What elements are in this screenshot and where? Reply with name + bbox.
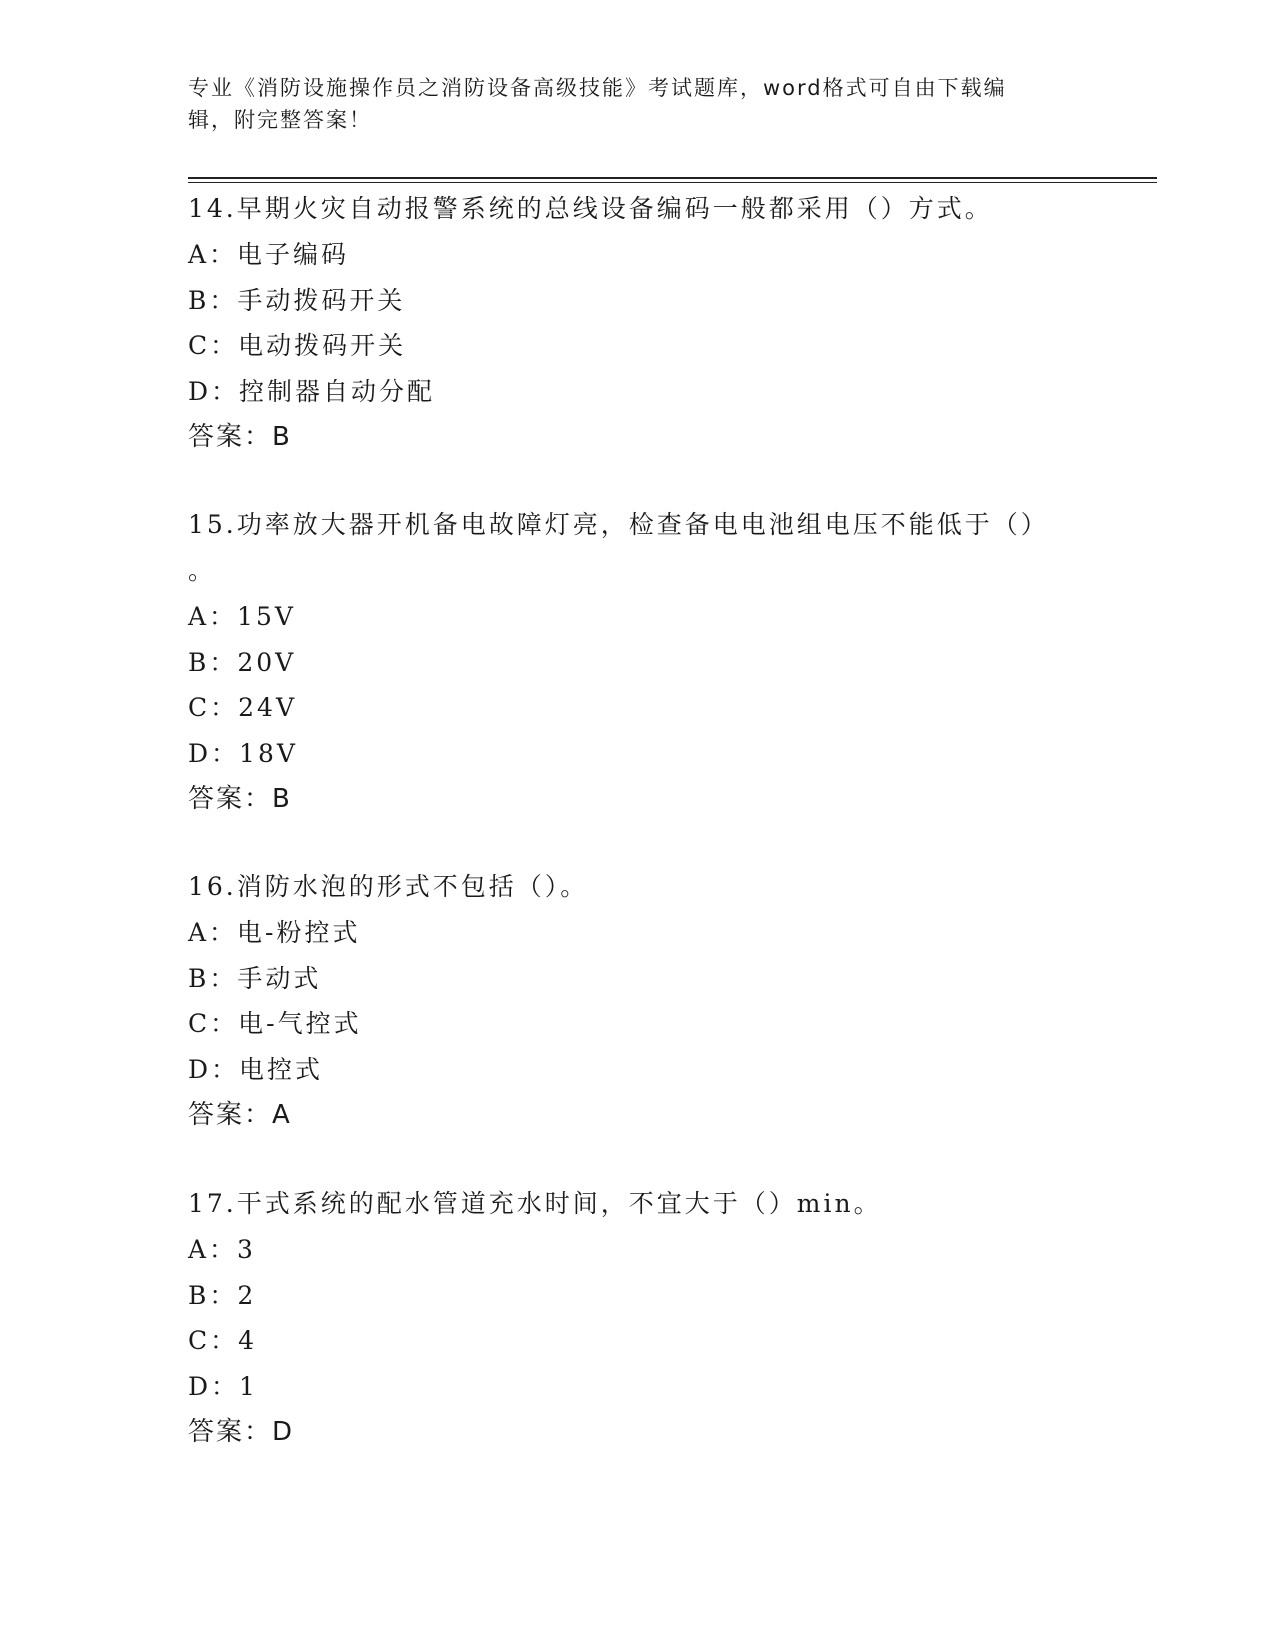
option-a: A：3 bbox=[188, 1235, 256, 1264]
question-stem: 17.干式系统的配水管道充水时间，不宜大于（）min。 bbox=[188, 1189, 882, 1218]
question-stem: 15.功率放大器开机备电故障灯亮，检查备电电池组电压不能低于（） bbox=[188, 510, 1049, 539]
question-stem: 14.早期火灾自动报警系统的总线设备编码一般都采用（）方式。 bbox=[188, 194, 993, 223]
header-line-1: 专业《消防设施操作员之消防设备高级技能》考试题库，word格式可自由下载编 bbox=[188, 76, 1007, 100]
answer-label: 答案：D bbox=[188, 1417, 295, 1447]
option-d: D：控制器自动分配 bbox=[188, 376, 436, 406]
question-14 bbox=[188, 186, 1088, 460]
option-d: D：1 bbox=[188, 1371, 258, 1401]
option-a: A：电子编码 bbox=[188, 240, 350, 269]
header-divider-thick bbox=[188, 177, 1157, 179]
option-d: D：18V bbox=[188, 738, 298, 768]
question-15 bbox=[188, 502, 1088, 822]
option-c: C：电动拨码开关 bbox=[188, 331, 407, 360]
header-line-2: 辑，附完整答案！ bbox=[188, 108, 372, 132]
option-b: B：2 bbox=[188, 1280, 257, 1310]
question-stem: 16.消防水泡的形式不包括（）。 bbox=[188, 872, 589, 901]
option-a: A：15V bbox=[188, 602, 296, 631]
option-d: D：电控式 bbox=[188, 1054, 324, 1084]
question-stem-continuation: 。 bbox=[188, 556, 214, 585]
question-16 bbox=[188, 864, 1088, 1138]
answer-label: 答案：B bbox=[188, 422, 292, 452]
option-c: C：4 bbox=[188, 1326, 258, 1355]
option-b: B：手动拨码开关 bbox=[188, 285, 406, 315]
question-17 bbox=[188, 1181, 1088, 1455]
option-a: A：电-粉控式 bbox=[188, 918, 361, 947]
header-divider-thin bbox=[188, 182, 1157, 183]
option-c: C：电-气控式 bbox=[188, 1009, 362, 1038]
option-c: C：24V bbox=[188, 693, 297, 722]
option-b: B：20V bbox=[188, 647, 297, 677]
answer-label: 答案：A bbox=[188, 1100, 292, 1130]
option-b: B：手动式 bbox=[188, 963, 322, 993]
document-header bbox=[188, 72, 1068, 136]
answer-label: 答案：B bbox=[188, 784, 292, 814]
